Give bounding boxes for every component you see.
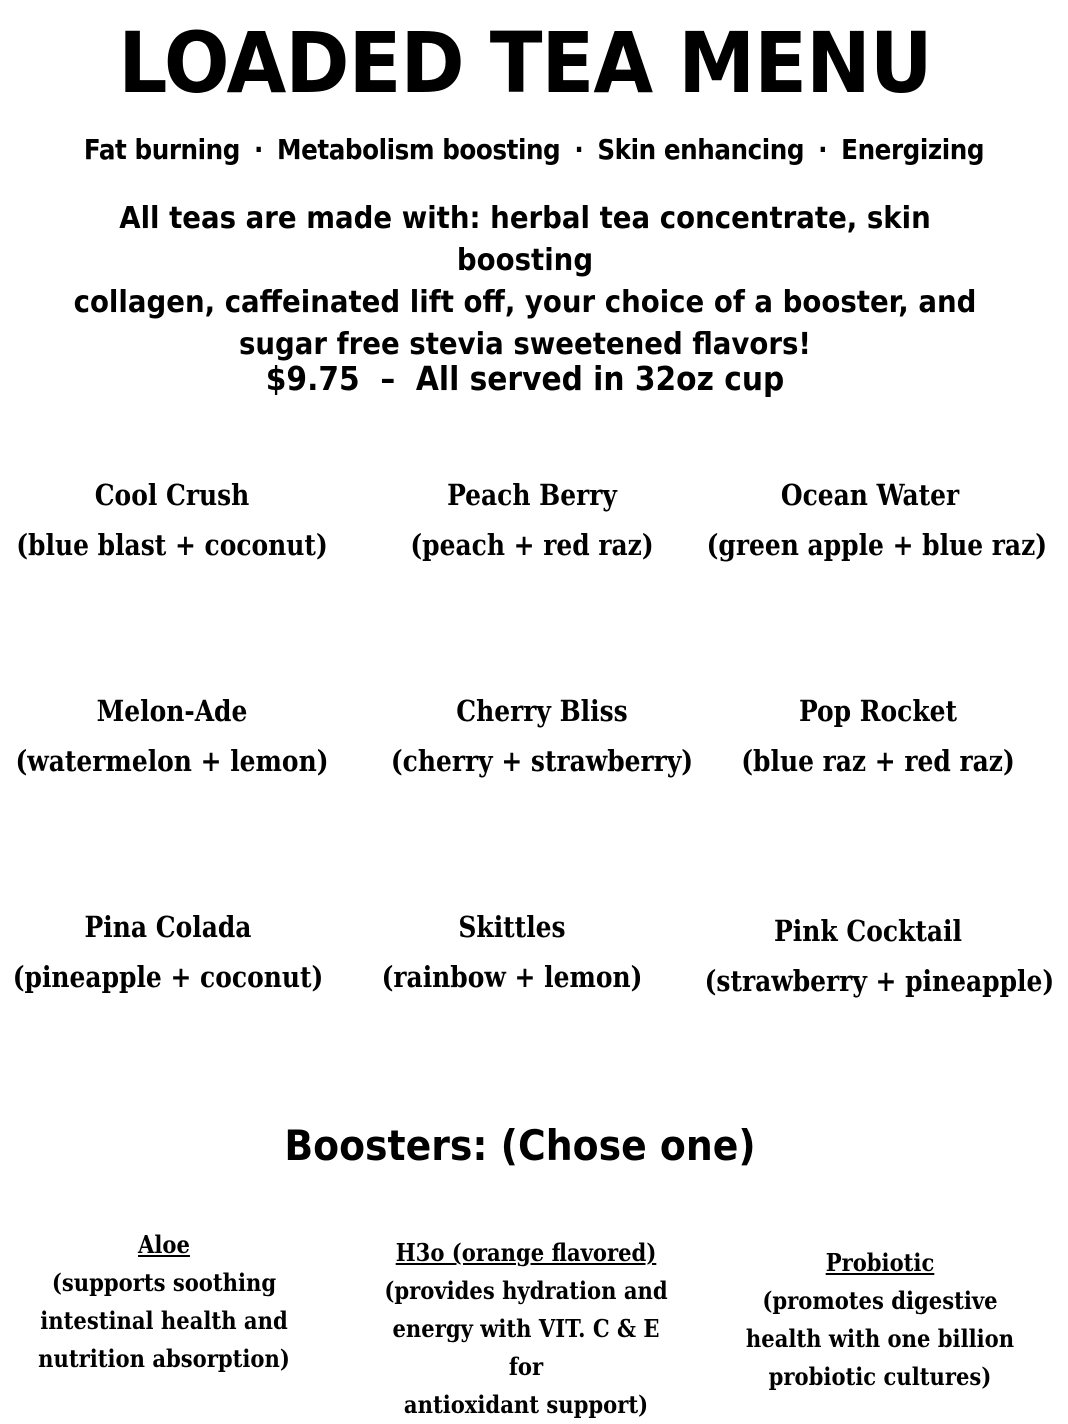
booster-name: H3o (orange flavored)	[395, 1238, 657, 1267]
price-line: $9.75 – All served in 32oz cup	[265, 359, 785, 398]
booster-name: Probiotic	[825, 1248, 935, 1277]
tea-name: Cool Crush	[94, 478, 250, 512]
booster-description-line: energy with VIT. C & E for	[392, 1314, 660, 1381]
tea-flavors: (blue blast + coconut)	[16, 528, 328, 562]
tea-name: Peach Berry	[447, 478, 617, 512]
tea-item-cherry-bliss	[379, 686, 706, 786]
booster-description-line: health with one billion	[745, 1324, 1015, 1353]
booster-description-line: probiotic cultures)	[768, 1362, 992, 1391]
tea-flavors: (watermelon + lemon)	[15, 744, 329, 778]
tea-name: Melon-Ade	[96, 694, 248, 728]
benefit-skin: Skin enhancing	[597, 133, 805, 166]
booster-description-line: intestinal health and	[40, 1306, 288, 1335]
booster-description-line: (promotes digestive	[762, 1286, 998, 1315]
tea-flavors: (pineapple + coconut)	[12, 960, 324, 994]
tea-item-ocean-water	[706, 470, 1048, 570]
tea-item-melon-ade	[9, 686, 336, 786]
tea-item-pop-rocket	[715, 686, 1042, 786]
booster-description-line: (supports soothing	[51, 1268, 277, 1297]
tea-flavors: (cherry + strawberry)	[390, 744, 694, 778]
benefit-energizing: Energizing	[841, 133, 985, 166]
separator-dot: ·	[574, 133, 584, 166]
separator-dot: ·	[818, 133, 828, 166]
tea-name: Cherry Bliss	[456, 694, 628, 728]
booster-description-line: nutrition absorption)	[38, 1344, 290, 1373]
ingredients-line: collagen, caffeinated lift off, your choice of a booster, and	[73, 285, 977, 320]
tea-name: Pink Cocktail	[774, 914, 962, 948]
benefit-fat-burning: Fat burning	[83, 133, 240, 166]
tea-name: Pop Rocket	[798, 694, 958, 728]
menu-title: LOADED TEA MENU	[118, 14, 932, 112]
tea-name: Skittles	[458, 910, 566, 944]
ingredients-description	[70, 198, 981, 366]
boosters-heading: Boosters: (Chose one)	[284, 1121, 756, 1170]
tea-item-peach-berry	[369, 470, 696, 570]
tea-flavors: (green apple + blue raz)	[706, 528, 1048, 562]
booster-h3o	[376, 1234, 675, 1424]
tea-flavors: (blue raz + red raz)	[741, 744, 1015, 778]
benefit-metabolism: Metabolism boosting	[277, 133, 561, 166]
tea-item-pina-colada	[5, 902, 332, 1002]
tea-flavors: (rainbow + lemon)	[381, 960, 643, 994]
tea-item-skittles	[349, 902, 676, 1002]
tea-item-pink-cocktail	[704, 906, 1055, 1006]
booster-description-line: (provides hydration and	[384, 1276, 668, 1305]
booster-probiotic	[730, 1244, 1029, 1396]
ingredients-line: sugar free stevia sweetened flavors!	[238, 327, 812, 362]
tea-name: Ocean Water	[780, 478, 960, 512]
separator-dot: ·	[254, 133, 263, 166]
booster-name: Aloe	[138, 1230, 190, 1259]
booster-description-line: antioxidant support)	[403, 1390, 649, 1419]
benefits-line	[64, 130, 1004, 170]
tea-flavors: (peach + red raz)	[410, 528, 654, 562]
tea-flavors: (strawberry + pineapple)	[704, 964, 1055, 998]
ingredients-line: All teas are made with: herbal tea concentrate, skin boosting	[119, 201, 931, 278]
booster-aloe	[14, 1226, 313, 1378]
tea-name: Pina Colada	[84, 910, 252, 944]
tea-item-cool-crush	[9, 470, 336, 570]
